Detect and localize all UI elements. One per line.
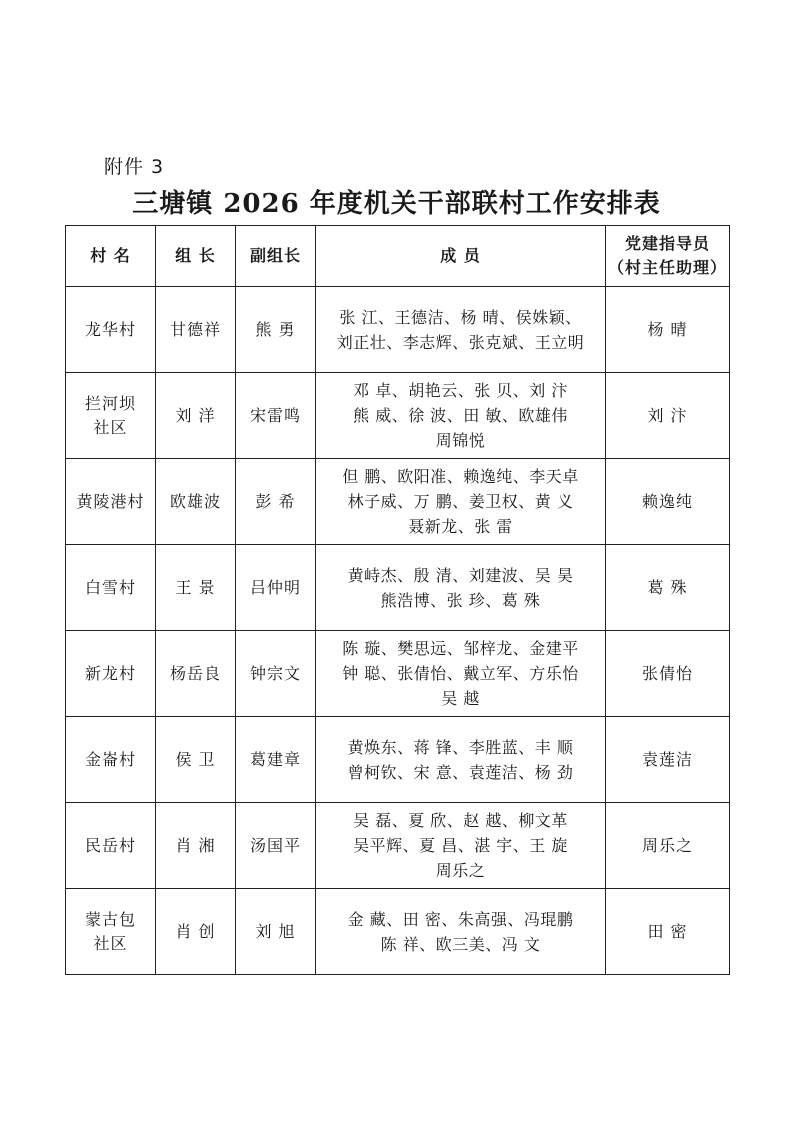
leader-cell — [156, 717, 236, 803]
guide-name: 刘 汴 — [647, 405, 688, 425]
deputy-name: 钟宗文 — [249, 663, 301, 683]
guide-name: 赖逸纯 — [641, 491, 693, 511]
deputy-name: 葛建章 — [249, 749, 301, 769]
deputy-name: 彭 希 — [255, 491, 296, 511]
deputy-name: 宋雷鸣 — [249, 405, 301, 425]
members-line: 吴平辉、夏 昌、湛 宇、王 旋 — [353, 836, 568, 855]
village-cell — [66, 803, 156, 889]
members-line: 周乐之 — [435, 861, 486, 880]
members-cell — [316, 717, 606, 803]
attachment-label: 附件 3 — [104, 156, 165, 178]
guide-cell — [606, 287, 730, 373]
members-line: 吴 越 — [441, 689, 480, 708]
members-cell — [316, 287, 606, 373]
leader-name: 侯 卫 — [175, 749, 216, 769]
leader-name: 杨岳良 — [169, 663, 221, 683]
deputy-cell — [236, 373, 316, 459]
deputy-cell — [236, 459, 316, 545]
village-name: 社区 — [93, 933, 128, 953]
members-line: 金 藏、田 密、朱高强、冯琨鹏 — [347, 909, 574, 929]
members-line: 钟 聪、张倩怡、戴立军、方乐怡 — [342, 664, 579, 683]
leader-name: 王 景 — [175, 577, 216, 597]
village-name: 黄陵港村 — [76, 491, 145, 511]
members-line: 吴 磊、夏 欣、赵 越、柳文革 — [353, 811, 568, 830]
leader-name: 肖 创 — [175, 921, 216, 941]
members-line: 张 江、王德洁、杨 晴、侯姝颖、 — [339, 307, 582, 327]
members-line: 陈 璇、樊思远、邹梓龙、金建平 — [342, 639, 579, 658]
guide-cell — [606, 545, 730, 631]
village-cell — [66, 287, 156, 373]
table-body — [66, 287, 730, 975]
deputy-cell — [236, 287, 316, 373]
members-cell — [316, 459, 606, 545]
leader-name: 甘德祥 — [169, 319, 221, 339]
table-row — [66, 631, 730, 717]
leader-cell — [156, 631, 236, 717]
leader-cell — [156, 459, 236, 545]
village-name: 新龙村 — [84, 663, 136, 683]
deputy-name: 刘 旭 — [255, 921, 296, 941]
members-line: 刘正壮、李志辉、张克斌、王立明 — [336, 332, 585, 352]
assignment-table — [65, 225, 730, 975]
village-cell — [66, 373, 156, 459]
village-cell — [66, 545, 156, 631]
village-name: 白雪村 — [84, 577, 136, 597]
guide-name: 葛 殊 — [647, 577, 688, 597]
guide-cell — [606, 631, 730, 717]
members-cell — [316, 545, 606, 631]
guide-cell — [606, 717, 730, 803]
members-cell — [316, 373, 606, 459]
header-guide — [606, 226, 730, 287]
guide-cell — [606, 459, 730, 545]
village-name: 蒙古包 — [84, 909, 136, 929]
leader-cell — [156, 803, 236, 889]
leader-cell — [156, 373, 236, 459]
members-line: 林子威、万 鹏、姜卫权、黄 义 — [347, 492, 574, 511]
deputy-cell — [236, 889, 316, 975]
leader-cell — [156, 287, 236, 373]
members-line: 黄焕东、蒋 锋、李胜蓝、丰 顺 — [347, 737, 574, 757]
header-guide-line1: 党建指导员 — [624, 234, 710, 253]
members-line: 熊浩博、张 珍、葛 殊 — [380, 590, 541, 610]
members-line: 周锦悦 — [435, 431, 486, 450]
leader-name: 欧雄波 — [169, 491, 221, 511]
village-name: 龙华村 — [84, 319, 136, 339]
deputy-cell — [236, 545, 316, 631]
village-name: 社区 — [93, 417, 128, 437]
table-row — [66, 803, 730, 889]
guide-name: 周乐之 — [641, 835, 693, 855]
table-row — [66, 545, 730, 631]
village-name: 拦河坝 — [84, 393, 136, 413]
table-header-row — [66, 226, 730, 287]
members-cell — [316, 803, 606, 889]
deputy-cell — [236, 631, 316, 717]
members-line: 熊 威、徐 波、田 敏、欧雄伟 — [353, 406, 568, 425]
deputy-cell — [236, 803, 316, 889]
header-leader: 组 长 — [156, 226, 236, 287]
table-row — [66, 459, 730, 545]
guide-name: 田 密 — [647, 921, 688, 941]
deputy-name: 汤国平 — [249, 835, 301, 855]
leader-cell — [156, 545, 236, 631]
village-cell — [66, 631, 156, 717]
leader-name: 刘 洋 — [175, 405, 216, 425]
members-line: 曾柯钦、宋 意、袁莲洁、杨 劲 — [347, 762, 574, 782]
document-title: 三塘镇 2026 年度机关干部联村工作安排表 — [132, 189, 661, 219]
members-cell — [316, 889, 606, 975]
deputy-cell — [236, 717, 316, 803]
leader-name: 肖 湘 — [175, 835, 216, 855]
table-row — [66, 287, 730, 373]
leader-cell — [156, 889, 236, 975]
table-row — [66, 889, 730, 975]
village-name: 民岳村 — [84, 835, 136, 855]
members-line: 陈 祥、欧三美、冯 文 — [380, 934, 541, 954]
table-row — [66, 717, 730, 803]
table-row — [66, 373, 730, 459]
village-name: 金崙村 — [84, 749, 136, 769]
members-line: 聂新龙、张 雷 — [408, 517, 513, 536]
header-deputy: 副组长 — [236, 226, 316, 287]
deputy-name: 吕仲明 — [249, 577, 301, 597]
guide-cell — [606, 803, 730, 889]
village-cell — [66, 889, 156, 975]
guide-name: 张倩怡 — [641, 663, 693, 683]
deputy-name: 熊 勇 — [255, 319, 296, 339]
members-line: 黄峙杰、殷 清、刘建波、吴 昊 — [347, 565, 574, 585]
header-members: 成 员 — [316, 226, 606, 287]
village-cell — [66, 717, 156, 803]
guide-name: 杨 晴 — [647, 319, 688, 339]
guide-name: 袁莲洁 — [641, 749, 693, 769]
guide-cell — [606, 373, 730, 459]
header-guide-line2: （村主任助理） — [607, 258, 727, 277]
members-cell — [316, 631, 606, 717]
members-line: 但 鹏、欧阳准、赖逸纯、李天卓 — [342, 467, 579, 486]
village-cell — [66, 459, 156, 545]
guide-cell — [606, 889, 730, 975]
members-line: 邓 卓、胡艳云、张 贝、刘 汴 — [353, 381, 568, 400]
header-village: 村 名 — [66, 226, 156, 287]
